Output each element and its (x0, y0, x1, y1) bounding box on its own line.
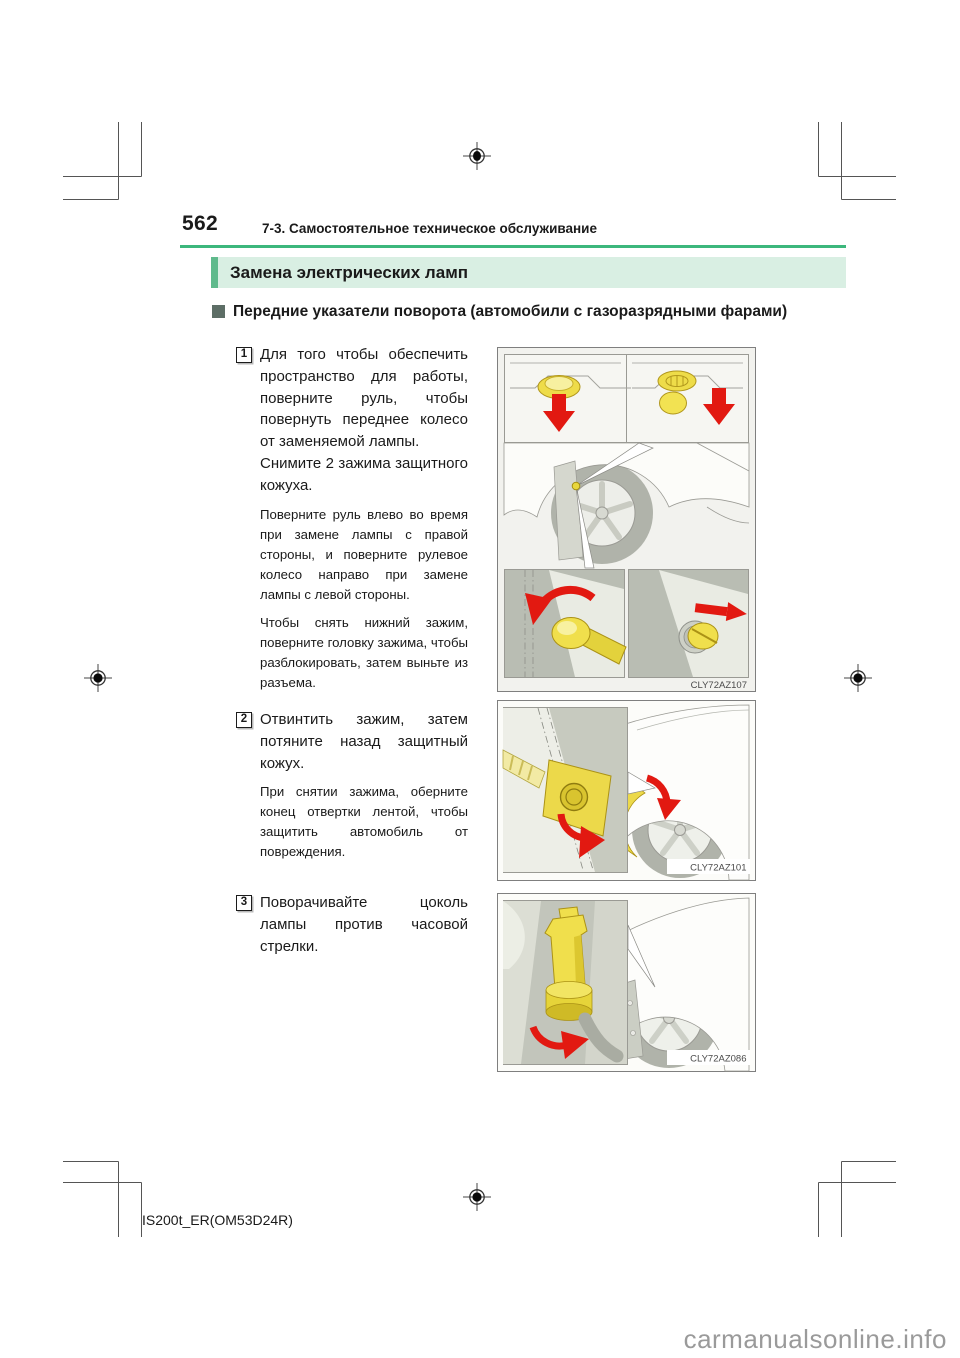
crop-mark-top-left (63, 122, 142, 200)
figure-code: CLY72AZ086 (690, 1053, 747, 1065)
step-1-instruction-2: Снимите 2 зажима защитного кожуха. (260, 454, 468, 494)
watermark: carmanualsonline.info (683, 1324, 947, 1354)
crop-mark-top-right (819, 122, 897, 200)
registration-mark-top-center (463, 142, 491, 170)
step-3-instruction: Поворачивайте цоколь лампы против часовой стрелки. (260, 894, 468, 955)
step-3-number: 3 (236, 895, 252, 911)
figure-code: CLY72AZ107 (690, 680, 747, 691)
step-1-number: 1 (236, 347, 252, 363)
chapter-header: 7-3. Самостоятельное техническое обслуживание (262, 221, 597, 236)
square-bullet-icon (212, 305, 225, 318)
registration-mark-bottom-center (463, 1183, 491, 1211)
figure-code: CLY72AZ101 (690, 862, 747, 874)
header-rule (180, 245, 846, 248)
step-2-instruction: Отвинтить зажим, затем потяните назад защитный кожух. (260, 711, 468, 772)
step-1-note: Поверните руль влево во время при замене лампы с правой стороны, и поверните рулевое колесо направо при замене лампы с левой стороны. (260, 506, 468, 602)
step-2-text-block (260, 709, 468, 862)
subsection-heading (212, 300, 792, 324)
subsection-text: Передние указатели поворота (автомобили с газоразрядными фарами) (233, 303, 788, 320)
step-2-number: 2 (236, 712, 252, 728)
crop-mark-bottom-left (63, 1162, 142, 1238)
document-code: IS200t_ER(OM53D24R) (142, 1212, 293, 1228)
figure-unscrew-clip-illustration (497, 700, 756, 881)
figure-clip-locations-illustration (497, 347, 756, 692)
step-1-instruction: Для того чтобы обеспечить пространство для работы, поверните руль, чтобы повернуть переднее колесо от заменяемой лампы. (260, 346, 468, 451)
step-1-note-2: Чтобы снять нижний зажим, поверните головку зажима, чтобы разблокировать, затем выньте из разъема. (260, 614, 468, 690)
figure-rotate-bulb-illustration (497, 893, 756, 1072)
page-number: 562 (182, 212, 218, 235)
section-title: Замена электрических ламп (230, 262, 469, 282)
step-1-text-block (260, 344, 468, 693)
crop-mark-bottom-right (819, 1162, 897, 1238)
registration-mark-left (84, 664, 112, 692)
registration-mark-right (844, 664, 872, 692)
step-3-text-block (260, 892, 468, 957)
section-title-bar (211, 257, 846, 288)
clip-location-dot (572, 482, 580, 490)
step-2-note: При снятии зажима, оберните конец отвертки лентой, чтобы защитить автомобиль от повреждения. (260, 784, 468, 860)
